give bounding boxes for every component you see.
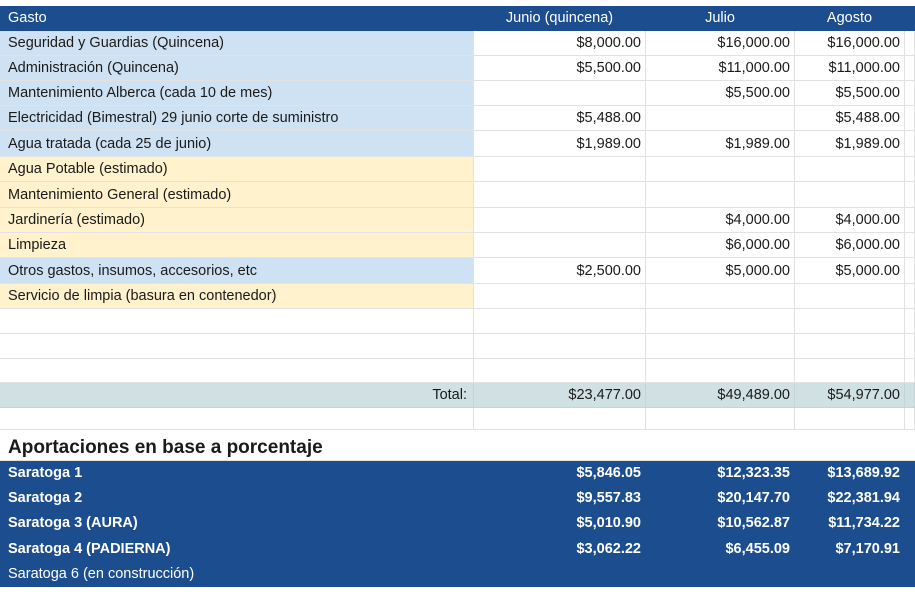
empty-cell[interactable] [474,359,646,383]
contribution-junio[interactable] [474,562,646,587]
empty-cell[interactable] [905,182,915,208]
empty-cell[interactable] [474,309,646,334]
empty-cell[interactable] [646,408,795,430]
empty-cell[interactable] [905,233,915,258]
expense-julio[interactable] [646,157,795,182]
section-row [0,430,915,461]
empty-cell[interactable] [0,359,474,383]
total-agosto[interactable]: $54,977.00 [795,383,905,408]
contribution-julio[interactable]: $12,323.35 [646,461,795,486]
empty-cell[interactable] [905,131,915,157]
empty-cell[interactable] [905,359,915,383]
empty-cell[interactable] [795,408,905,430]
expense-julio[interactable]: $16,000.00 [646,31,795,56]
expense-junio[interactable]: $8,000.00 [474,31,646,56]
contribution-junio[interactable]: $9,557.83 [474,486,646,511]
expense-junio[interactable]: $1,989.00 [474,131,646,157]
empty-cell[interactable] [905,56,915,81]
table-row [0,284,915,309]
empty-cell[interactable] [474,408,646,430]
expense-agosto[interactable]: $5,000.00 [795,258,905,284]
section-title[interactable]: Aportaciones en base a porcentaje [0,430,474,461]
empty-cell[interactable] [795,309,905,334]
empty-cell[interactable] [905,408,915,430]
expense-label[interactable]: Mantenimiento Alberca (cada 10 de mes) [0,81,474,106]
table-row [0,157,915,182]
empty-cell[interactable] [905,81,915,106]
empty-cell[interactable] [905,383,915,408]
expense-label[interactable]: Agua tratada (cada 25 de junio) [0,131,474,157]
empty-cell[interactable] [905,536,915,562]
expense-agosto[interactable] [795,284,905,309]
contribution-julio[interactable] [646,562,795,587]
expense-label[interactable]: Mantenimiento General (estimado) [0,182,474,208]
empty-cell[interactable] [0,334,474,359]
table-row [0,233,915,258]
empty-cell[interactable] [905,258,915,284]
contribution-junio[interactable]: $3,062.22 [474,536,646,562]
empty-cell[interactable] [905,31,915,56]
empty-cell[interactable] [795,334,905,359]
expense-julio[interactable]: $6,000.00 [646,233,795,258]
total-junio[interactable]: $23,477.00 [474,383,646,408]
header-extra-cell[interactable] [905,6,915,31]
expense-agosto[interactable]: $1,989.00 [795,131,905,157]
empty-cell[interactable] [905,309,915,334]
contribution-junio[interactable]: $5,010.90 [474,511,646,536]
expense-julio[interactable]: $5,000.00 [646,258,795,284]
empty-cell[interactable] [905,157,915,182]
expense-agosto[interactable]: $5,488.00 [795,106,905,131]
total-julio[interactable]: $49,489.00 [646,383,795,408]
header-junio[interactable]: Junio (quincena) [474,6,646,31]
expense-junio[interactable] [474,208,646,233]
empty-cell[interactable] [905,284,915,309]
expense-agosto[interactable]: $5,500.00 [795,81,905,106]
expense-junio[interactable] [474,81,646,106]
table-row [0,81,915,106]
table-row [0,131,915,157]
expense-label[interactable]: Otros gastos, insumos, accesorios, etc [0,258,474,284]
empty-cell[interactable] [646,430,795,461]
empty-cell[interactable] [0,309,474,334]
empty-row [0,408,915,430]
empty-cell[interactable] [905,106,915,131]
empty-cell[interactable] [905,461,915,486]
expense-label[interactable]: Seguridad y Guardias (Quincena) [0,31,474,56]
header-julio[interactable]: Julio [646,6,795,31]
contribution-agosto[interactable]: $11,734.22 [795,511,905,536]
contribution-label[interactable]: Saratoga 3 (AURA) [0,511,474,536]
empty-row [0,359,915,383]
expense-junio[interactable] [474,233,646,258]
empty-cell[interactable] [795,430,905,461]
empty-cell[interactable] [646,334,795,359]
contribution-junio[interactable]: $5,846.05 [474,461,646,486]
total-row [0,383,915,408]
expense-julio[interactable]: $11,000.00 [646,56,795,81]
contribution-agosto[interactable]: $7,170.91 [795,536,905,562]
contribution-row [0,511,915,536]
empty-cell[interactable] [646,309,795,334]
contribution-agosto[interactable] [795,562,905,587]
empty-cell[interactable] [474,430,646,461]
contribution-julio[interactable]: $20,147.70 [646,486,795,511]
expense-agosto[interactable]: $4,000.00 [795,208,905,233]
expense-junio[interactable] [474,284,646,309]
header-row [0,6,915,31]
expense-label[interactable]: Limpieza [0,233,474,258]
expense-julio[interactable] [646,284,795,309]
table-row [0,56,915,81]
header-gasto[interactable]: Gasto [0,6,474,31]
contribution-label[interactable]: Saratoga 6 (en construcción) [0,562,474,587]
contribution-label[interactable]: Saratoga 4 (PADIERNA) [0,536,474,562]
contribution-julio[interactable]: $6,455.09 [646,536,795,562]
expense-agosto[interactable]: $11,000.00 [795,56,905,81]
contribution-agosto[interactable]: $22,381.94 [795,486,905,511]
contribution-agosto[interactable]: $13,689.92 [795,461,905,486]
expense-label[interactable]: Jardinería (estimado) [0,208,474,233]
contribution-row [0,461,915,486]
expense-julio[interactable] [646,182,795,208]
expense-label[interactable]: Agua Potable (estimado) [0,157,474,182]
expense-agosto[interactable]: $6,000.00 [795,233,905,258]
empty-cell[interactable] [905,511,915,536]
empty-row [0,334,915,359]
table-row [0,182,915,208]
expense-label[interactable]: Electricidad (Bimestral) 29 junio corte de suministro [0,106,474,131]
expense-junio[interactable]: $2,500.00 [474,258,646,284]
empty-cell[interactable] [905,486,915,511]
empty-cell[interactable] [646,359,795,383]
expense-agosto[interactable]: $16,000.00 [795,31,905,56]
expense-label[interactable]: Servicio de limpia (basura en contenedor) [0,284,474,309]
contribution-label[interactable]: Saratoga 1 [0,461,474,486]
header-agosto[interactable]: Agosto [795,6,905,31]
expense-agosto[interactable] [795,157,905,182]
contribution-row [0,486,915,511]
expense-junio[interactable]: $5,500.00 [474,56,646,81]
contribution-row [0,562,915,587]
table-row [0,208,915,233]
expense-julio[interactable]: $4,000.00 [646,208,795,233]
expense-junio[interactable] [474,157,646,182]
empty-cell[interactable] [474,334,646,359]
expense-junio[interactable] [474,182,646,208]
empty-cell[interactable] [795,359,905,383]
expense-julio[interactable]: $1,989.00 [646,131,795,157]
contribution-julio[interactable]: $10,562.87 [646,511,795,536]
empty-row [0,309,915,334]
empty-cell[interactable] [0,408,474,430]
expense-junio[interactable]: $5,488.00 [474,106,646,131]
contribution-label[interactable]: Saratoga 2 [0,486,474,511]
table-row [0,106,915,131]
table-row [0,258,915,284]
table-row [0,31,915,56]
expense-julio[interactable] [646,106,795,131]
expense-julio[interactable]: $5,500.00 [646,81,795,106]
contribution-row [0,536,915,562]
empty-cell[interactable] [905,430,915,461]
total-label[interactable]: Total: [0,383,474,408]
empty-cell[interactable] [905,208,915,233]
expense-label[interactable]: Administración (Quincena) [0,56,474,81]
empty-cell[interactable] [905,562,915,587]
empty-cell[interactable] [905,334,915,359]
expense-agosto[interactable] [795,182,905,208]
